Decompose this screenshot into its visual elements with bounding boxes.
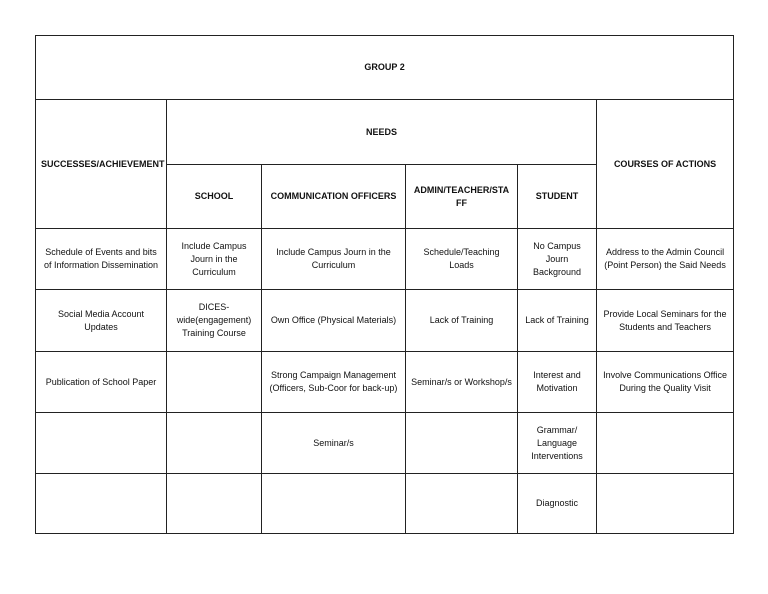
cell-successes [36, 413, 167, 474]
cell-communication: Include Campus Journ in the Curriculum [262, 229, 406, 290]
cell-school [167, 413, 262, 474]
cell-student: No Campus Journ Background [518, 229, 597, 290]
table-row [36, 474, 734, 534]
cell-successes: Publication of School Paper [36, 352, 167, 413]
cell-student: Grammar/ Language Interventions [518, 413, 597, 474]
cell-courses: Address to the Admin Council (Point Person) the Said Needs [597, 229, 734, 290]
header-communication-officers: COMMUNICATION OFFICERS [262, 165, 406, 229]
cell-school [167, 352, 262, 413]
table-row [36, 229, 734, 290]
header-courses-of-actions: COURSES OF ACTIONS [597, 100, 734, 229]
cell-successes: Schedule of Events and bits of Information Dissemination [36, 229, 167, 290]
cell-student: Interest and Motivation [518, 352, 597, 413]
cell-communication [262, 474, 406, 534]
header-successes: SUCCESSES/ACHIEVEMENT [36, 100, 167, 229]
cell-communication: Strong Campaign Management (Officers, Sub-Coor for back-up) [262, 352, 406, 413]
cell-admin: Seminar/s or Workshop/s [406, 352, 518, 413]
table-row [36, 290, 734, 352]
cell-admin [406, 474, 518, 534]
cell-successes: Social Media Account Updates [36, 290, 167, 352]
cell-student: Diagnostic [518, 474, 597, 534]
cell-successes [36, 474, 167, 534]
table-row [36, 413, 734, 474]
table-title: GROUP 2 [36, 36, 734, 100]
cell-school [167, 474, 262, 534]
cell-communication: Seminar/s [262, 413, 406, 474]
cell-school: Include Campus Journ in the Curriculum [167, 229, 262, 290]
cell-school: DICES-wide(engagement) Training Course [167, 290, 262, 352]
cell-student: Lack of Training [518, 290, 597, 352]
cell-courses: Involve Communications Office During the Quality Visit [597, 352, 734, 413]
table-row [36, 352, 734, 413]
cell-communication: Own Office (Physical Materials) [262, 290, 406, 352]
cell-courses: Provide Local Seminars for the Students and Teachers [597, 290, 734, 352]
cell-admin [406, 413, 518, 474]
header-admin-teacher-staff: ADMIN/TEACHER/STA FF [406, 165, 518, 229]
cell-admin: Schedule/Teaching Loads [406, 229, 518, 290]
cell-courses [597, 413, 734, 474]
header-needs: NEEDS [167, 100, 597, 165]
cell-courses [597, 474, 734, 534]
group-table [35, 35, 734, 534]
header-school: SCHOOL [167, 165, 262, 229]
header-student: STUDENT [518, 165, 597, 229]
cell-admin: Lack of Training [406, 290, 518, 352]
